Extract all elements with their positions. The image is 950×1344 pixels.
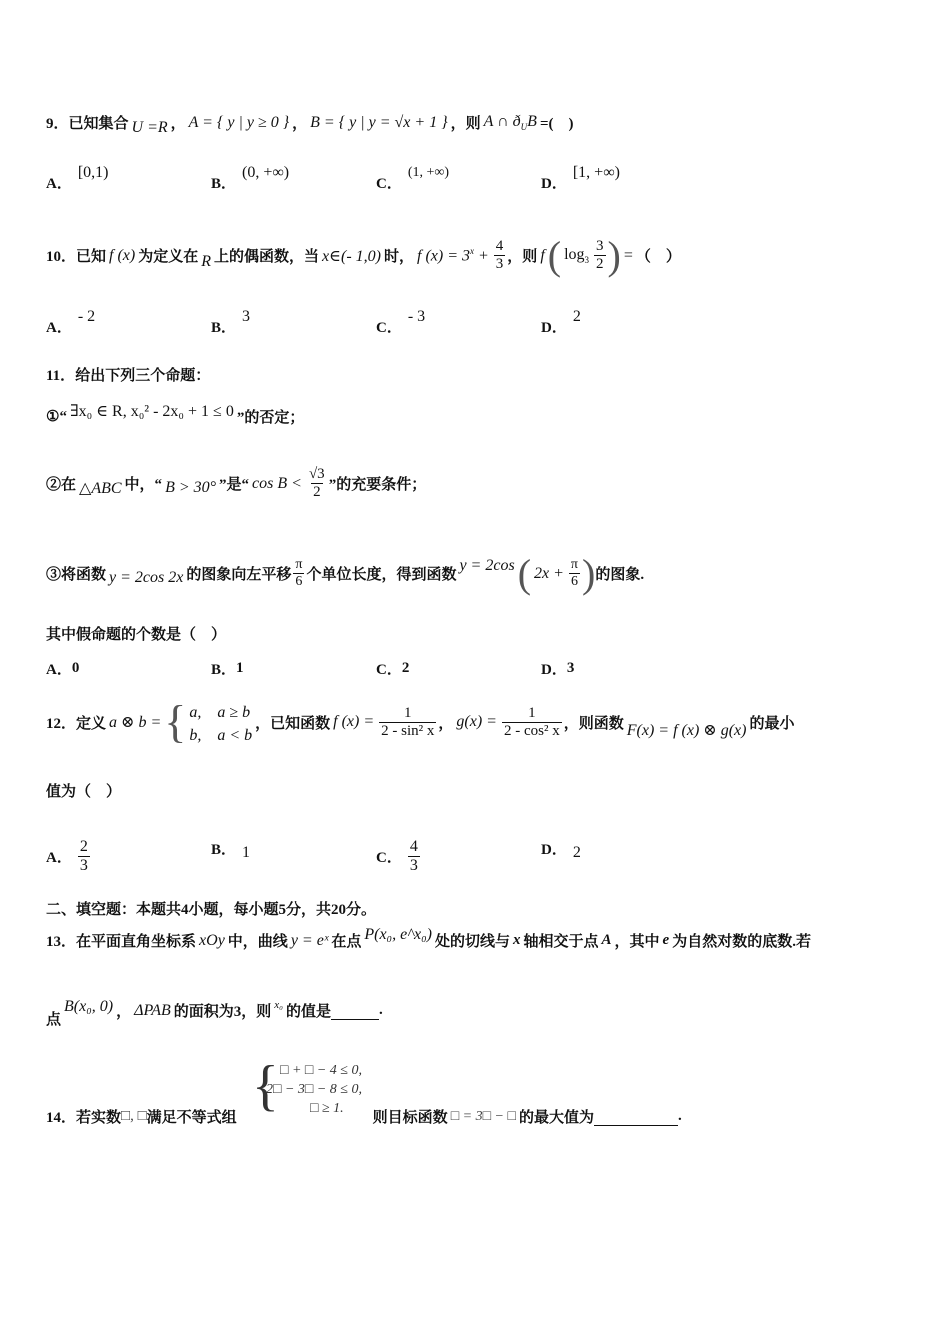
- option-label: B．: [211, 842, 237, 858]
- option-a[interactable]: [46, 838, 92, 875]
- question-text: 处的切线与: [434, 934, 510, 950]
- math-xoy: xOy: [199, 931, 225, 949]
- numerator: 2: [79, 838, 88, 855]
- paren-left: (: [517, 551, 532, 596]
- math-point-b: B(x₀, 0): [64, 997, 114, 1015]
- proposition-text: 个单位长度，得到函数: [306, 567, 457, 583]
- denominator: 3: [409, 857, 418, 874]
- option-value: [0,1): [77, 163, 109, 181]
- math-set-b-ref: B: [527, 112, 537, 130]
- option-c[interactable]: [376, 307, 426, 337]
- proposition-mark: ②在: [46, 477, 77, 493]
- math-expr: f (x) = 3: [417, 247, 470, 265]
- option-value: [408, 838, 420, 875]
- question-text: 中，曲线: [227, 934, 288, 950]
- fraction-pi-over-6: [569, 557, 580, 590]
- math-answer-expr: [484, 113, 537, 132]
- denominator: 3: [495, 256, 504, 272]
- option-a[interactable]: [46, 658, 79, 679]
- system-brace: {: [252, 1055, 279, 1117]
- option-value: - 2: [77, 307, 96, 325]
- question-number: 13．: [46, 934, 77, 950]
- option-value: 2: [572, 843, 581, 861]
- math-proposition: ∃x₀ ∈ R, x₀² - 2x₀ + 1 ≤ 0: [69, 402, 234, 420]
- paren-right: ): [582, 551, 596, 596]
- inequality-3: □ ≥ 1.: [310, 1101, 344, 1116]
- question-text: ，则: [507, 249, 538, 265]
- option-label: C．: [376, 320, 402, 336]
- case-2: b, a < b: [189, 727, 253, 744]
- question-12-stem-cont: [46, 780, 904, 801]
- fraction-f: [379, 705, 436, 740]
- option-value: (0, +∞): [242, 163, 290, 181]
- fraction-pi-over-6: [293, 557, 304, 590]
- math-triangle-pab: ΔPAB: [134, 1001, 171, 1019]
- math-f: f (x) =: [333, 713, 375, 730]
- question-number: 11．: [46, 368, 76, 384]
- proposition-text: 中，“: [124, 477, 163, 493]
- separator: ，: [170, 116, 186, 132]
- numerator: √3: [308, 466, 325, 482]
- question-text: 已知集合: [68, 116, 129, 132]
- separator: ，: [292, 116, 308, 132]
- math-function-2: y = 2cos: [459, 556, 515, 574]
- paren-right: ): [607, 233, 621, 278]
- numerator: 1: [528, 704, 536, 721]
- option-a[interactable]: [46, 163, 109, 193]
- question-12-stem: [46, 694, 904, 750]
- question-11-title: [46, 364, 904, 385]
- math-equals: =: [623, 246, 633, 264]
- numerator: 4: [495, 238, 504, 254]
- question-10-stem: [46, 232, 904, 279]
- proposition-mark: ①“: [46, 409, 67, 425]
- option-label: A．: [46, 662, 72, 678]
- math-interval: x∈(- 1,0): [322, 247, 381, 265]
- math-x0: x₀: [274, 998, 284, 1011]
- proposition-text: 的图象.: [595, 567, 645, 583]
- math-x-axis: x: [512, 932, 521, 948]
- denominator: 2 - sin² x: [381, 722, 435, 739]
- option-value: 0: [71, 660, 80, 676]
- answer-paren: （ ）: [635, 249, 681, 265]
- piecewise-cases: [186, 699, 255, 745]
- math-plus: +: [478, 247, 489, 265]
- question-text: 则目标函数: [372, 1110, 448, 1126]
- option-d[interactable]: [541, 838, 581, 859]
- inequality-1: □ + □ − 4 ≤ 0,: [280, 1063, 362, 1078]
- separator: ，: [438, 715, 454, 732]
- math-curve: y = eˣ: [290, 931, 329, 949]
- answer-blank[interactable]: [331, 1002, 379, 1020]
- math-set-a: A = { y | y ≥ 0 }: [188, 113, 290, 131]
- option-c[interactable]: [376, 838, 422, 875]
- question-text: 点: [46, 1012, 62, 1028]
- math-point-a: A: [601, 932, 612, 948]
- option-value: 1: [242, 843, 251, 861]
- denominator: 6: [295, 574, 303, 589]
- option-d[interactable]: [541, 307, 581, 337]
- option-label: B．: [211, 662, 237, 678]
- denominator: 6: [570, 574, 578, 589]
- math-universal-set: U =R: [131, 118, 168, 136]
- option-label: C．: [376, 850, 402, 866]
- answer-paren: =( ): [539, 116, 574, 132]
- answer-blank[interactable]: [594, 1108, 678, 1126]
- option-label: D．: [541, 842, 567, 858]
- math-function-1: y = 2cos 2x: [109, 568, 184, 586]
- proposition-text: 的图象向左平移: [186, 567, 292, 583]
- question-text: ，则: [450, 116, 481, 132]
- numerator: π: [295, 557, 303, 572]
- option-value: - 3: [407, 307, 426, 325]
- question-11-question: [46, 623, 904, 644]
- question-text: 时，: [383, 249, 414, 265]
- question-text: ，其中: [614, 934, 660, 950]
- inequality-2: 2□ − 3□ − 8 ≤ 0,: [266, 1082, 362, 1097]
- question-text: 上的偶函数，当: [214, 249, 320, 265]
- question-text: 为定义在: [138, 249, 199, 265]
- question-13-stem: [46, 925, 904, 951]
- question-number: 9．: [46, 116, 69, 132]
- option-value: (1, +∞): [407, 164, 450, 180]
- question-text: 的值是: [286, 1004, 332, 1020]
- option-c[interactable]: [376, 164, 450, 193]
- question-9-stem: [46, 112, 904, 136]
- math-cos: cos B <: [252, 474, 302, 492]
- option-label: D．: [541, 176, 567, 192]
- math-log-text: log: [564, 245, 585, 263]
- math-angle: B > 30°: [165, 478, 217, 496]
- question-text: 为自然对数的底数.若: [672, 934, 811, 950]
- option-c[interactable]: [376, 658, 409, 679]
- proposition-1: [46, 402, 904, 427]
- option-b[interactable]: [211, 838, 250, 859]
- option-label: A．: [46, 850, 72, 866]
- option-value: 3: [566, 660, 575, 676]
- denominator: 2: [313, 484, 321, 500]
- option-label: A．: [46, 320, 72, 336]
- question-text: .: [379, 1002, 383, 1018]
- question-text: ，则函数: [563, 715, 624, 732]
- proposition-3: [46, 550, 904, 597]
- question-text: 定义: [76, 715, 107, 732]
- question-text: ，已知函数: [255, 715, 331, 732]
- numerator: 3: [596, 238, 604, 254]
- option-value: 2: [572, 307, 581, 325]
- option-value: 1: [236, 660, 244, 676]
- option-d[interactable]: [541, 163, 620, 193]
- case-1: a, a ≥ b: [189, 704, 251, 721]
- math-set-b: B = { y | y = √x + 1 }: [310, 113, 448, 131]
- question-number: 10．: [46, 249, 77, 265]
- proposition-text: ”的充要条件；: [328, 477, 427, 493]
- question-text: 给出下列三个命题：: [75, 368, 211, 384]
- option-b[interactable]: [211, 658, 244, 679]
- question-13-stem-cont: [46, 997, 904, 1028]
- math-subscript: U: [520, 122, 528, 133]
- question-14-stem: [46, 1106, 904, 1127]
- brace-left: {: [164, 696, 187, 747]
- question-text: ，: [116, 1004, 132, 1020]
- math-def: a ⊗ b =: [109, 714, 162, 731]
- numerator: 1: [404, 704, 412, 721]
- option-b[interactable]: [211, 163, 290, 193]
- proposition-mark: ③将函数: [46, 567, 107, 583]
- variables: □, □: [121, 1108, 147, 1124]
- math-f: f: [540, 246, 545, 264]
- option-label: C．: [376, 662, 402, 678]
- fraction-four-thirds: [494, 238, 506, 273]
- option-a[interactable]: [46, 307, 96, 337]
- question-text: 轴相交于点: [523, 934, 599, 950]
- option-label: C．: [376, 176, 402, 192]
- math-F: F(x) = f (x) ⊗ g(x): [626, 722, 747, 739]
- question-text: .: [677, 1108, 682, 1124]
- option-label: B．: [211, 320, 237, 336]
- option-d[interactable]: [541, 658, 574, 679]
- proposition-text: ”是“: [219, 477, 250, 493]
- question-text: 的最小: [749, 715, 795, 732]
- fraction-root3-over-2: [307, 466, 327, 501]
- math-e: e: [662, 932, 670, 948]
- question-text: 其中假命题的个数是（ ）: [46, 627, 227, 643]
- option-label: B．: [211, 176, 237, 192]
- question-number: 12．: [46, 715, 77, 732]
- question-text: 满足不等式组: [146, 1110, 237, 1126]
- option-label: A．: [46, 176, 72, 192]
- numerator: π: [570, 557, 578, 572]
- option-b[interactable]: [211, 307, 251, 337]
- option-value: 2: [401, 660, 410, 676]
- question-text: 若实数: [76, 1110, 122, 1126]
- fraction-g: [502, 705, 562, 740]
- math-log: [564, 246, 589, 265]
- math-point-p: P(x₀, e^x₀): [364, 925, 432, 943]
- math-definition: [417, 246, 489, 265]
- math-log-base: 3: [584, 255, 590, 266]
- question-text: 已知: [76, 249, 107, 265]
- math-function: f (x): [109, 246, 136, 264]
- section-heading: 二、填空题：本题共4小题，每小题5分，共20分。: [46, 902, 377, 918]
- math-objective: □ = 3□ − □: [450, 1108, 516, 1124]
- proposition-2: [46, 466, 904, 501]
- math-g: g(x) =: [456, 713, 497, 730]
- fraction-three-halves: [594, 238, 606, 273]
- math-superscript: x: [470, 245, 474, 256]
- math-triangle: △ABC: [79, 479, 122, 497]
- denominator: 2: [596, 256, 604, 272]
- math-intersection: A ∩ ð: [483, 112, 521, 130]
- math-argument: 2x +: [534, 564, 564, 582]
- denominator: 3: [79, 857, 88, 874]
- option-label: D．: [541, 662, 567, 678]
- math-reals: R: [201, 252, 212, 270]
- option-value: [78, 838, 90, 875]
- denominator: 2 - cos² x: [503, 722, 560, 739]
- paren-left: (: [547, 233, 562, 278]
- question-number: 14．: [46, 1110, 77, 1126]
- question-text: 的最大值为: [518, 1110, 594, 1126]
- option-value: 3: [242, 307, 251, 325]
- numerator: 4: [409, 838, 418, 855]
- question-text: 在平面直角坐标系: [76, 934, 197, 950]
- question-text: 的面积为3，则: [173, 1004, 272, 1020]
- proposition-tail: ”的否定；: [236, 410, 305, 426]
- option-value: [1, +∞): [572, 163, 620, 181]
- question-text: 值为（ ）: [46, 784, 122, 800]
- option-label: D．: [541, 320, 567, 336]
- question-text: 在点: [331, 934, 362, 950]
